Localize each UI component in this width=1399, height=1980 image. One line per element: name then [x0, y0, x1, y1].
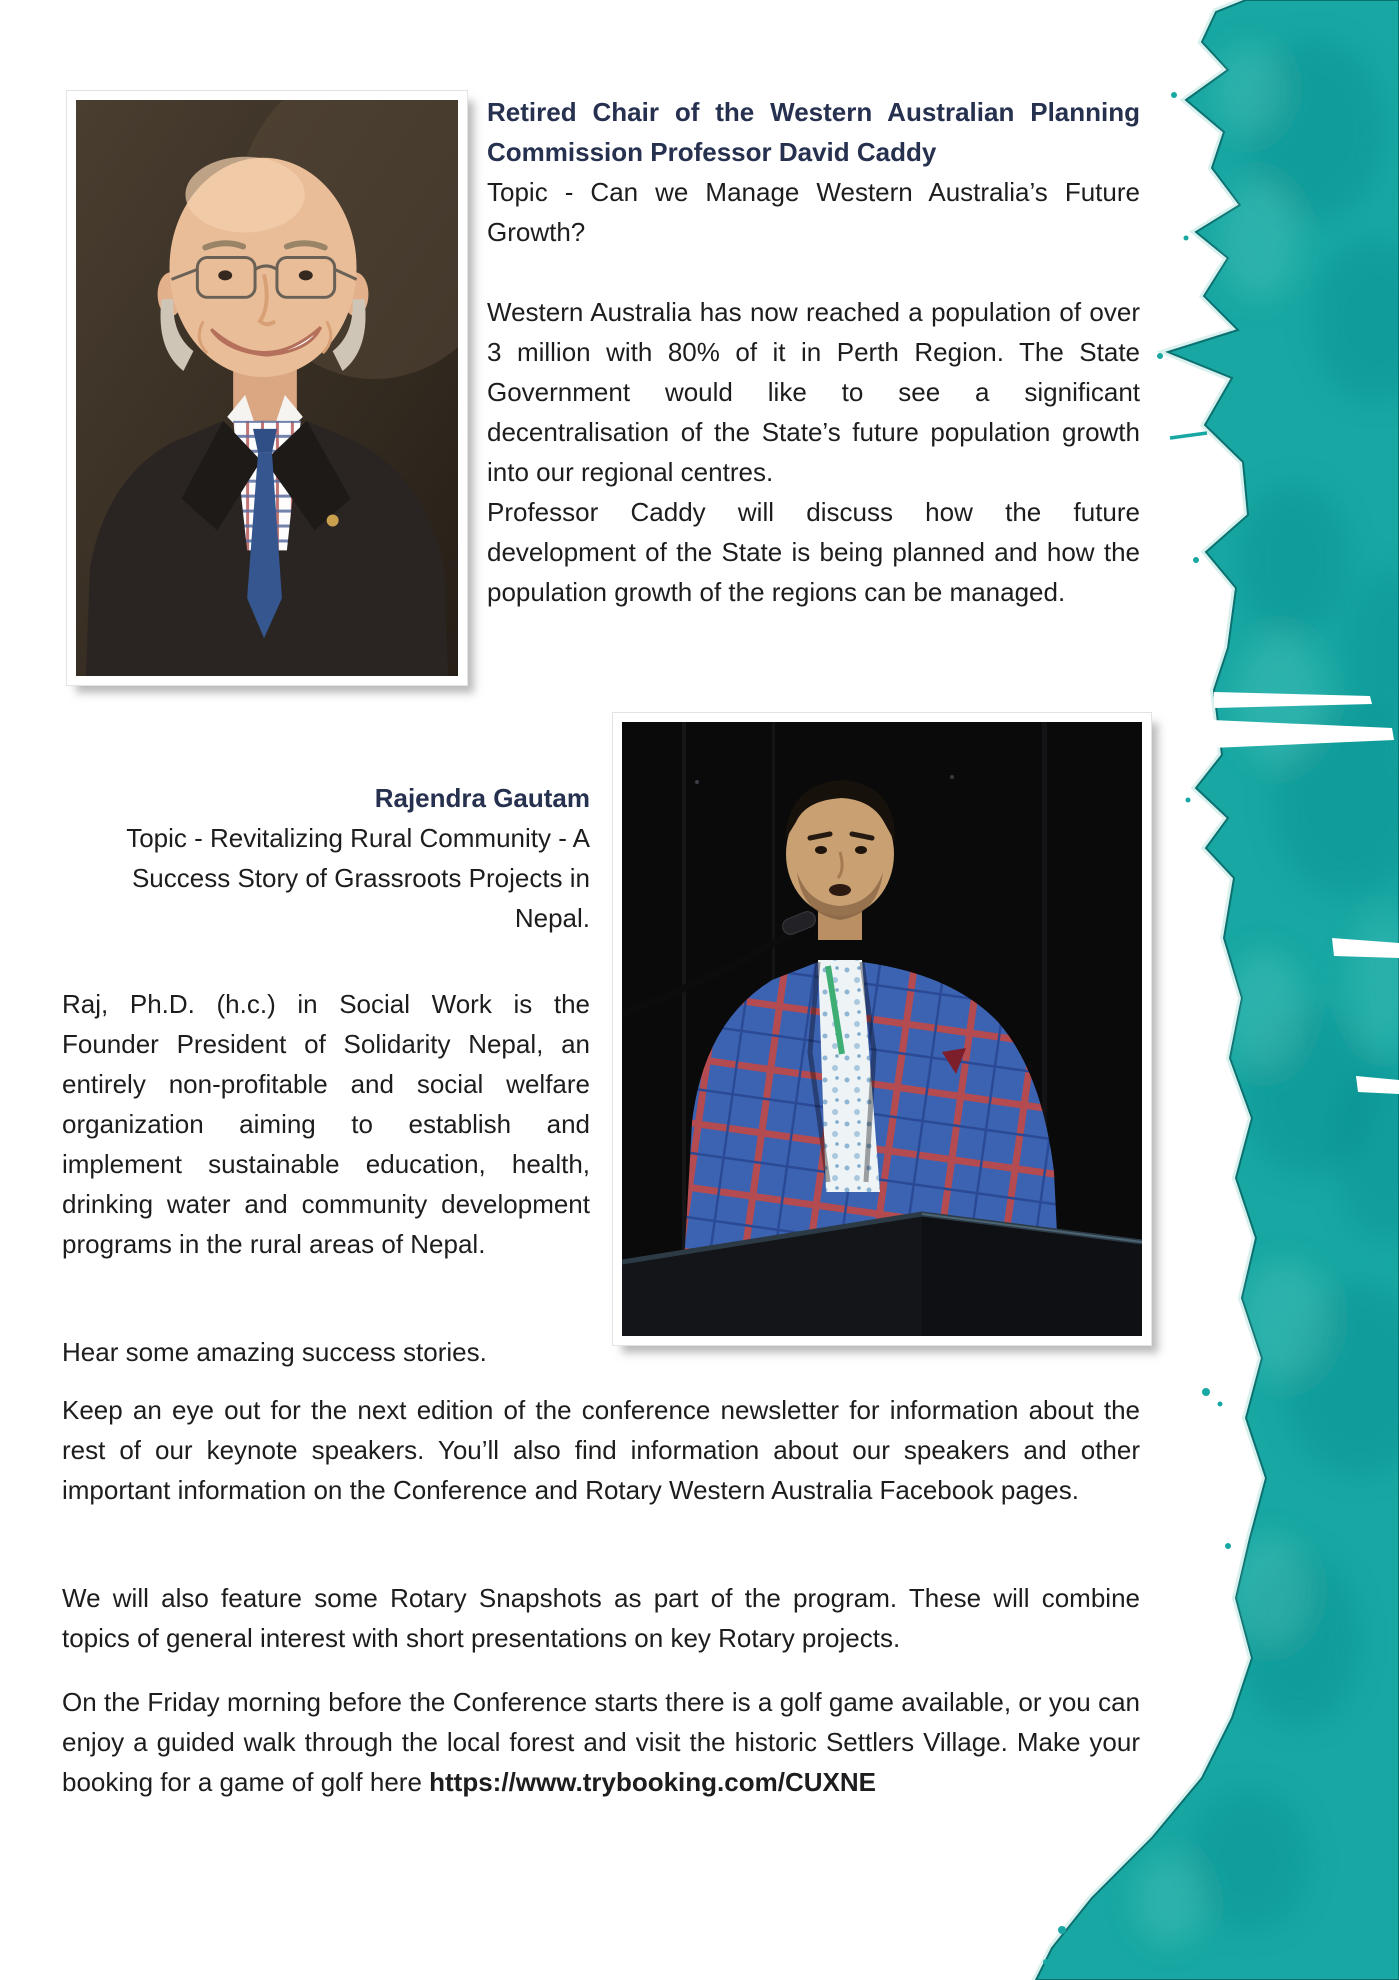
speaker1-heading: Retired Chair of the Western Australian Planning Commission Professor David Caddy	[487, 97, 1140, 167]
rajendra-gautam-photo	[612, 712, 1152, 1346]
david-caddy-photo	[66, 90, 468, 686]
speaker1-paragraph-2: Professor Caddy will discuss how the future development of the State is being planned and how the population growth of the regions can be managed.	[487, 497, 1140, 607]
closing-paragraph-1: Keep an eye out for the next edition of the conference newsletter for information about the rest of our keynote speakers. You’ll also find information about our speakers and other important information on the Conference and Rotary Western Australia Facebook pages.	[62, 1395, 1140, 1505]
speaker2-paragraph: Raj, Ph.D. (h.c.) in Social Work is the Founder President of Solidarity Nepal, an entirely non-profitable and social welfare organization aiming to establish and implement sustainable education, health, drinking water and community development programs in the rural areas of Nepal.	[62, 989, 590, 1259]
speaker2-success-line: Hear some amazing success stories.	[62, 1337, 487, 1367]
closing-paragraph-2: We will also feature some Rotary Snapshots as part of the program. These will combine topics of general interest with short presentations on key Rotary projects.	[62, 1583, 1140, 1653]
closing-paragraph-3-text: On the Friday morning before the Conference starts there is a golf game available, or you can enjoy a guided walk through the local forest and visit the historic Settlers Village. Make your booking for a game of golf here	[62, 1687, 1140, 1797]
speaker1-section	[487, 92, 1140, 612]
golf-booking-link[interactable]	[429, 1767, 876, 1797]
speaker1-paragraph-1: Western Australia has now reached a population of over 3 million with 80% of it in Perth Region. The State Government would like to see a significant decentralisation of the State’s future population growth into our regional centres.	[487, 297, 1140, 487]
speaker2-heading-block	[62, 778, 590, 938]
speaker2-heading: Rajendra Gautam	[374, 783, 590, 813]
golf-booking-link-url[interactable]: https://www.trybooking.com/	[429, 1767, 785, 1797]
speaker1-topic: Topic - Can we Manage Western Australia’s Future Growth?	[487, 177, 1140, 247]
golf-booking-link-code[interactable]: CUXNE	[784, 1767, 876, 1797]
closing-paragraph-3	[62, 1682, 1140, 1802]
speaker2-topic: Topic - Revitalizing Rural Community - A Success Story of Grassroots Projects in Nepal.	[126, 823, 590, 933]
